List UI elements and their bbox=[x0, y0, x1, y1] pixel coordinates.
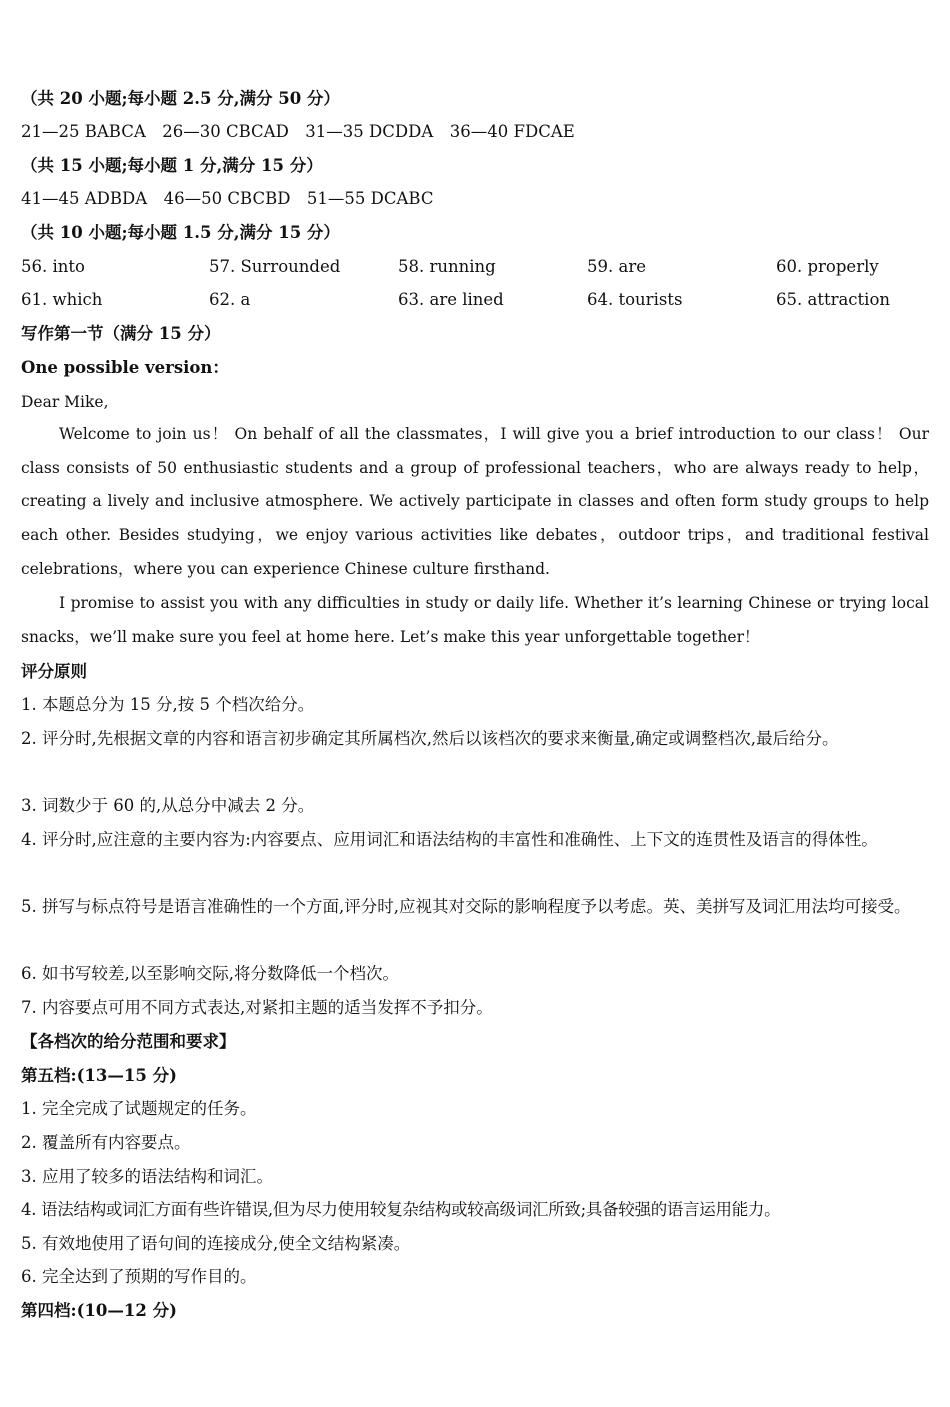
answer-item: 64. tourists bbox=[587, 290, 683, 309]
part3-heading: （共 10 小题;每小题 1.5 分,满分 15 分） bbox=[21, 223, 340, 242]
scoring-item: 3. 词数少于 60 的,从总分中减去 2 分。 bbox=[21, 796, 315, 815]
answer-item: 59. are bbox=[587, 257, 646, 276]
version-label: One possible version： bbox=[21, 358, 229, 377]
writing-heading: 写作第一节（满分 15 分） bbox=[21, 324, 221, 343]
salutation: Dear Mike, bbox=[21, 393, 109, 411]
answer-item: 57. Surrounded bbox=[209, 257, 341, 276]
essay-paragraph-2: I promise to assist you with any difficulties in study or daily life. Whether it’s learning Chinese or trying local snacks，we’ll make sure you feel at home here. Let’s make this year unforgettable together！ bbox=[21, 594, 929, 646]
answer-item: 65. attraction bbox=[776, 290, 891, 309]
essay-paragraph-1: Welcome to join us！ On behalf of all the classmates，I will give you a brief introduction to our class！ Our class consists of 50 enthusiastic students and a group of professional teachers，who are always ready to help，creating a lively and inclusive atmosphere. We actively participate in classes and often form study groups to help each other. Besides studying，we enjoy various activities like debates，outdoor trips，and traditional festival celebrations，where you can experience Chinese culture firsthand. bbox=[21, 425, 929, 578]
level5-item: 6. 完全达到了预期的写作目的。 bbox=[21, 1267, 257, 1286]
level5-item: 1. 完全完成了试题规定的任务。 bbox=[21, 1099, 257, 1118]
level5-title: 第五档:(13—15 分) bbox=[21, 1066, 177, 1085]
part2-heading: （共 15 小题;每小题 1 分,满分 15 分） bbox=[21, 156, 323, 175]
part1-heading: （共 20 小题;每小题 2.5 分,满分 50 分） bbox=[21, 89, 340, 108]
answer-item: 62. a bbox=[209, 290, 251, 309]
scoring-item: 5. 拼写与标点符号是语言准确性的一个方面,评分时,应视其对交际的影响程度予以考虑。英、美拼写及词汇用法均可接受。 bbox=[21, 897, 911, 916]
scoring-item: 2. 评分时,先根据文章的内容和语言初步确定其所属档次,然后以该档次的要求来衡量,确定或调整档次,最后给分。 bbox=[21, 729, 839, 748]
level5-item: 2. 覆盖所有内容要点。 bbox=[21, 1133, 191, 1152]
answer-item: 58. running bbox=[398, 257, 496, 276]
answer-item: 61. which bbox=[21, 290, 103, 309]
answer-item: 60. properly bbox=[776, 257, 879, 276]
levels-heading: 【各档次的给分范围和要求】 bbox=[21, 1032, 236, 1051]
level5-item: 3. 应用了较多的语法结构和词汇。 bbox=[21, 1167, 273, 1186]
level4-title: 第四档:(10—12 分) bbox=[21, 1301, 177, 1320]
answer-item: 63. are lined bbox=[398, 290, 504, 309]
answer-item: 56. into bbox=[21, 257, 85, 276]
part2-answers: 41—45 ADBDA 46—50 CBCBD 51—55 DCABC bbox=[21, 189, 434, 208]
scoring-item: 4. 评分时,应注意的主要内容为:内容要点、应用词汇和语法结构的丰富性和准确性、上下文的连贯性及语言的得体性。 bbox=[21, 830, 878, 849]
part1-answers: 21—25 BABCA 26—30 CBCAD 31—35 DCDDA 36—40 FDCAE bbox=[21, 122, 575, 141]
scoring-heading: 评分原则 bbox=[21, 662, 87, 681]
scoring-item: 7. 内容要点可用不同方式表达,对紧扣主题的适当发挥不予扣分。 bbox=[21, 998, 493, 1017]
scoring-item: 1. 本题总分为 15 分,按 5 个档次给分。 bbox=[21, 695, 315, 714]
scoring-item: 6. 如书写较差,以至影响交际,将分数降低一个档次。 bbox=[21, 964, 399, 983]
level5-item: 5. 有效地使用了语句间的连接成分,使全文结构紧凑。 bbox=[21, 1234, 411, 1253]
level5-item: 4. 语法结构或词汇方面有些许错误,但为尽力使用较复杂结构或较高级词汇所致;具备较强的语言运用能力。 bbox=[21, 1200, 781, 1219]
